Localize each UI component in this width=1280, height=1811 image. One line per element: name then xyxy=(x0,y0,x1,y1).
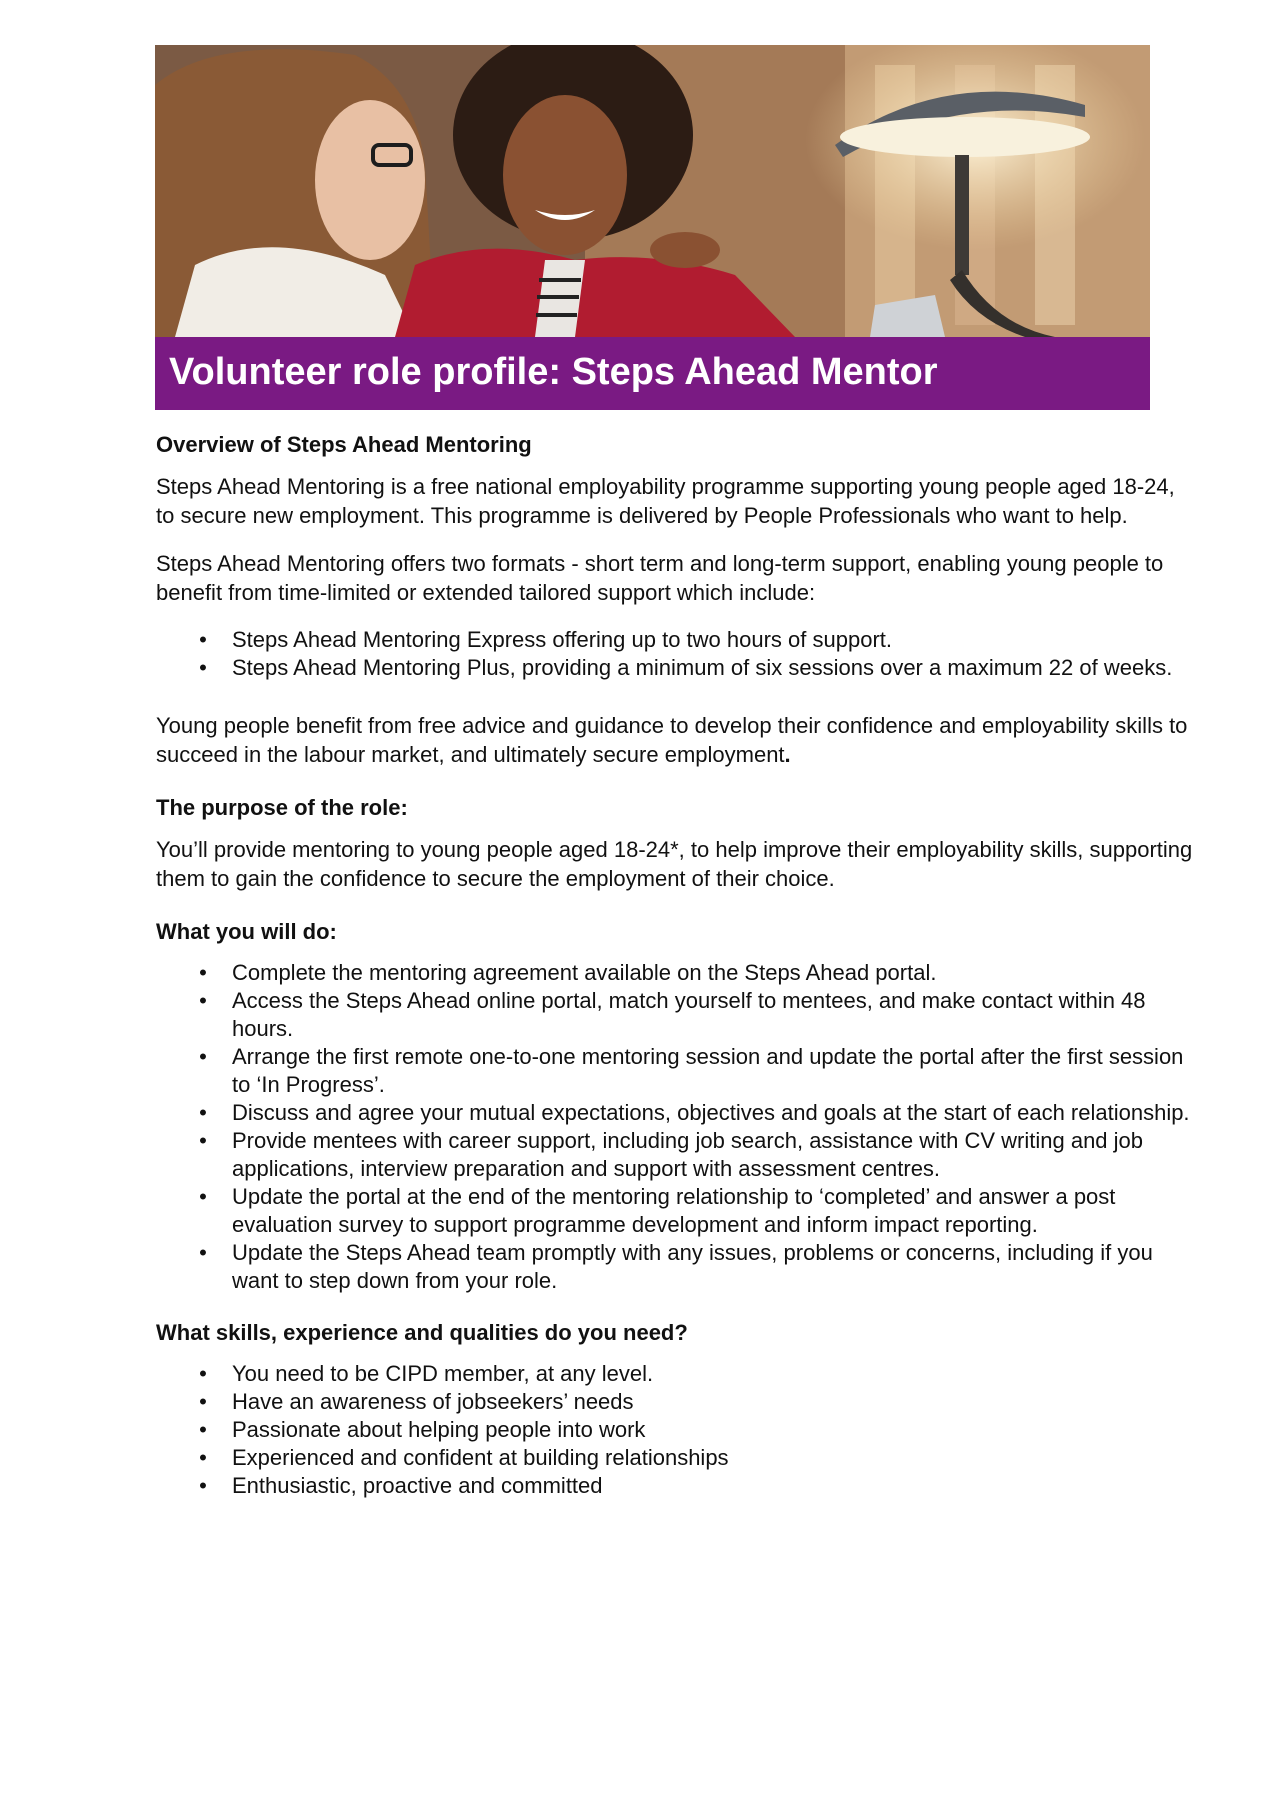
list-item: • Arrange the first remote one-to-one mentoring session and update the portal after the first session to ‘In Progress’. xyxy=(199,1044,1184,1097)
list-item: • Access the Steps Ahead online portal, match yourself to mentees, and make contact within 48 hours. xyxy=(199,988,1146,1041)
bullet: • xyxy=(199,1473,207,1498)
list-item: • Steps Ahead Mentoring Express offering up to two hours of support. xyxy=(199,627,892,652)
purpose-heading: The purpose of the role: xyxy=(156,795,408,820)
hero-illustration xyxy=(155,45,1150,337)
overview-heading: Overview of Steps Ahead Mentoring xyxy=(156,432,532,457)
list-item: • Passionate about helping people into work xyxy=(199,1417,646,1442)
list-item: • Provide mentees with career support, including job search, assistance with CV writing and job applications, interview preparation and support with assessment centres. xyxy=(199,1128,1144,1181)
bullet: • xyxy=(199,988,207,1013)
list-item: • Enthusiastic, proactive and committed xyxy=(199,1473,603,1498)
list-item: • Complete the mentoring agreement available on the Steps Ahead portal. xyxy=(199,960,937,985)
bullet: • xyxy=(199,1044,207,1069)
bullet: • xyxy=(199,1128,207,1153)
overview-paragraph-2: Steps Ahead Mentoring offers two formats - short term and long-term support, enabling young people to benefit from time-limited or extended tailored support which include: xyxy=(156,551,1164,605)
list-item: • Update the Steps Ahead team promptly with any issues, problems or concerns, including if you want to step down from your role. xyxy=(199,1240,1153,1293)
list-item: • You need to be CIPD member, at any level. xyxy=(199,1361,654,1386)
formats-list xyxy=(156,626,1196,682)
bullet: • xyxy=(199,1100,207,1125)
page-title: Volunteer role profile: Steps Ahead Mentor xyxy=(169,351,938,393)
bullet: • xyxy=(199,627,207,652)
hero-photo xyxy=(155,45,1150,337)
bullet: • xyxy=(199,1445,207,1470)
skills-heading: What skills, experience and qualities do you need? xyxy=(156,1320,688,1345)
list-item: • Steps Ahead Mentoring Plus, providing a minimum of six sessions over a maximum 22 of weeks. xyxy=(199,655,1173,680)
bullet: • xyxy=(199,1417,207,1442)
bullet: • xyxy=(199,655,207,680)
list-item: • Have an awareness of jobseekers’ needs xyxy=(199,1389,634,1414)
what-you-will-do-heading: What you will do: xyxy=(156,919,337,944)
title-banner xyxy=(155,337,1150,410)
overview-paragraph-3: Young people benefit from free advice and guidance to develop their confidence and employability skills to succeed in the labour market, and ultimately secure employment. xyxy=(156,713,1188,767)
list-item: • Discuss and agree your mutual expectations, objectives and goals at the start of each relationship. xyxy=(199,1100,1190,1125)
purpose-paragraph: You’ll provide mentoring to young people aged 18-24*, to help improve their employability skills, supporting them to gain the confidence to secure the employment of their choice. xyxy=(156,837,1193,891)
bullet: • xyxy=(199,960,207,985)
overview-paragraph-1: Steps Ahead Mentoring is a free national employability programme supporting young people aged 18-24, to secure new employment. This programme is delivered by People Professionals who want to help. xyxy=(156,474,1175,528)
bullet: • xyxy=(199,1240,207,1265)
document-body xyxy=(156,428,1196,1500)
bullet: • xyxy=(199,1184,207,1209)
duties-list xyxy=(156,959,1196,1295)
list-item: • Update the portal at the end of the mentoring relationship to ‘completed’ and answer a post evaluation survey to support programme development and inform impact reporting. xyxy=(199,1184,1116,1237)
skills-list xyxy=(156,1360,1196,1500)
list-item: • Experienced and confident at building relationships xyxy=(199,1445,729,1470)
bullet: • xyxy=(199,1389,207,1414)
bullet: • xyxy=(199,1361,207,1386)
